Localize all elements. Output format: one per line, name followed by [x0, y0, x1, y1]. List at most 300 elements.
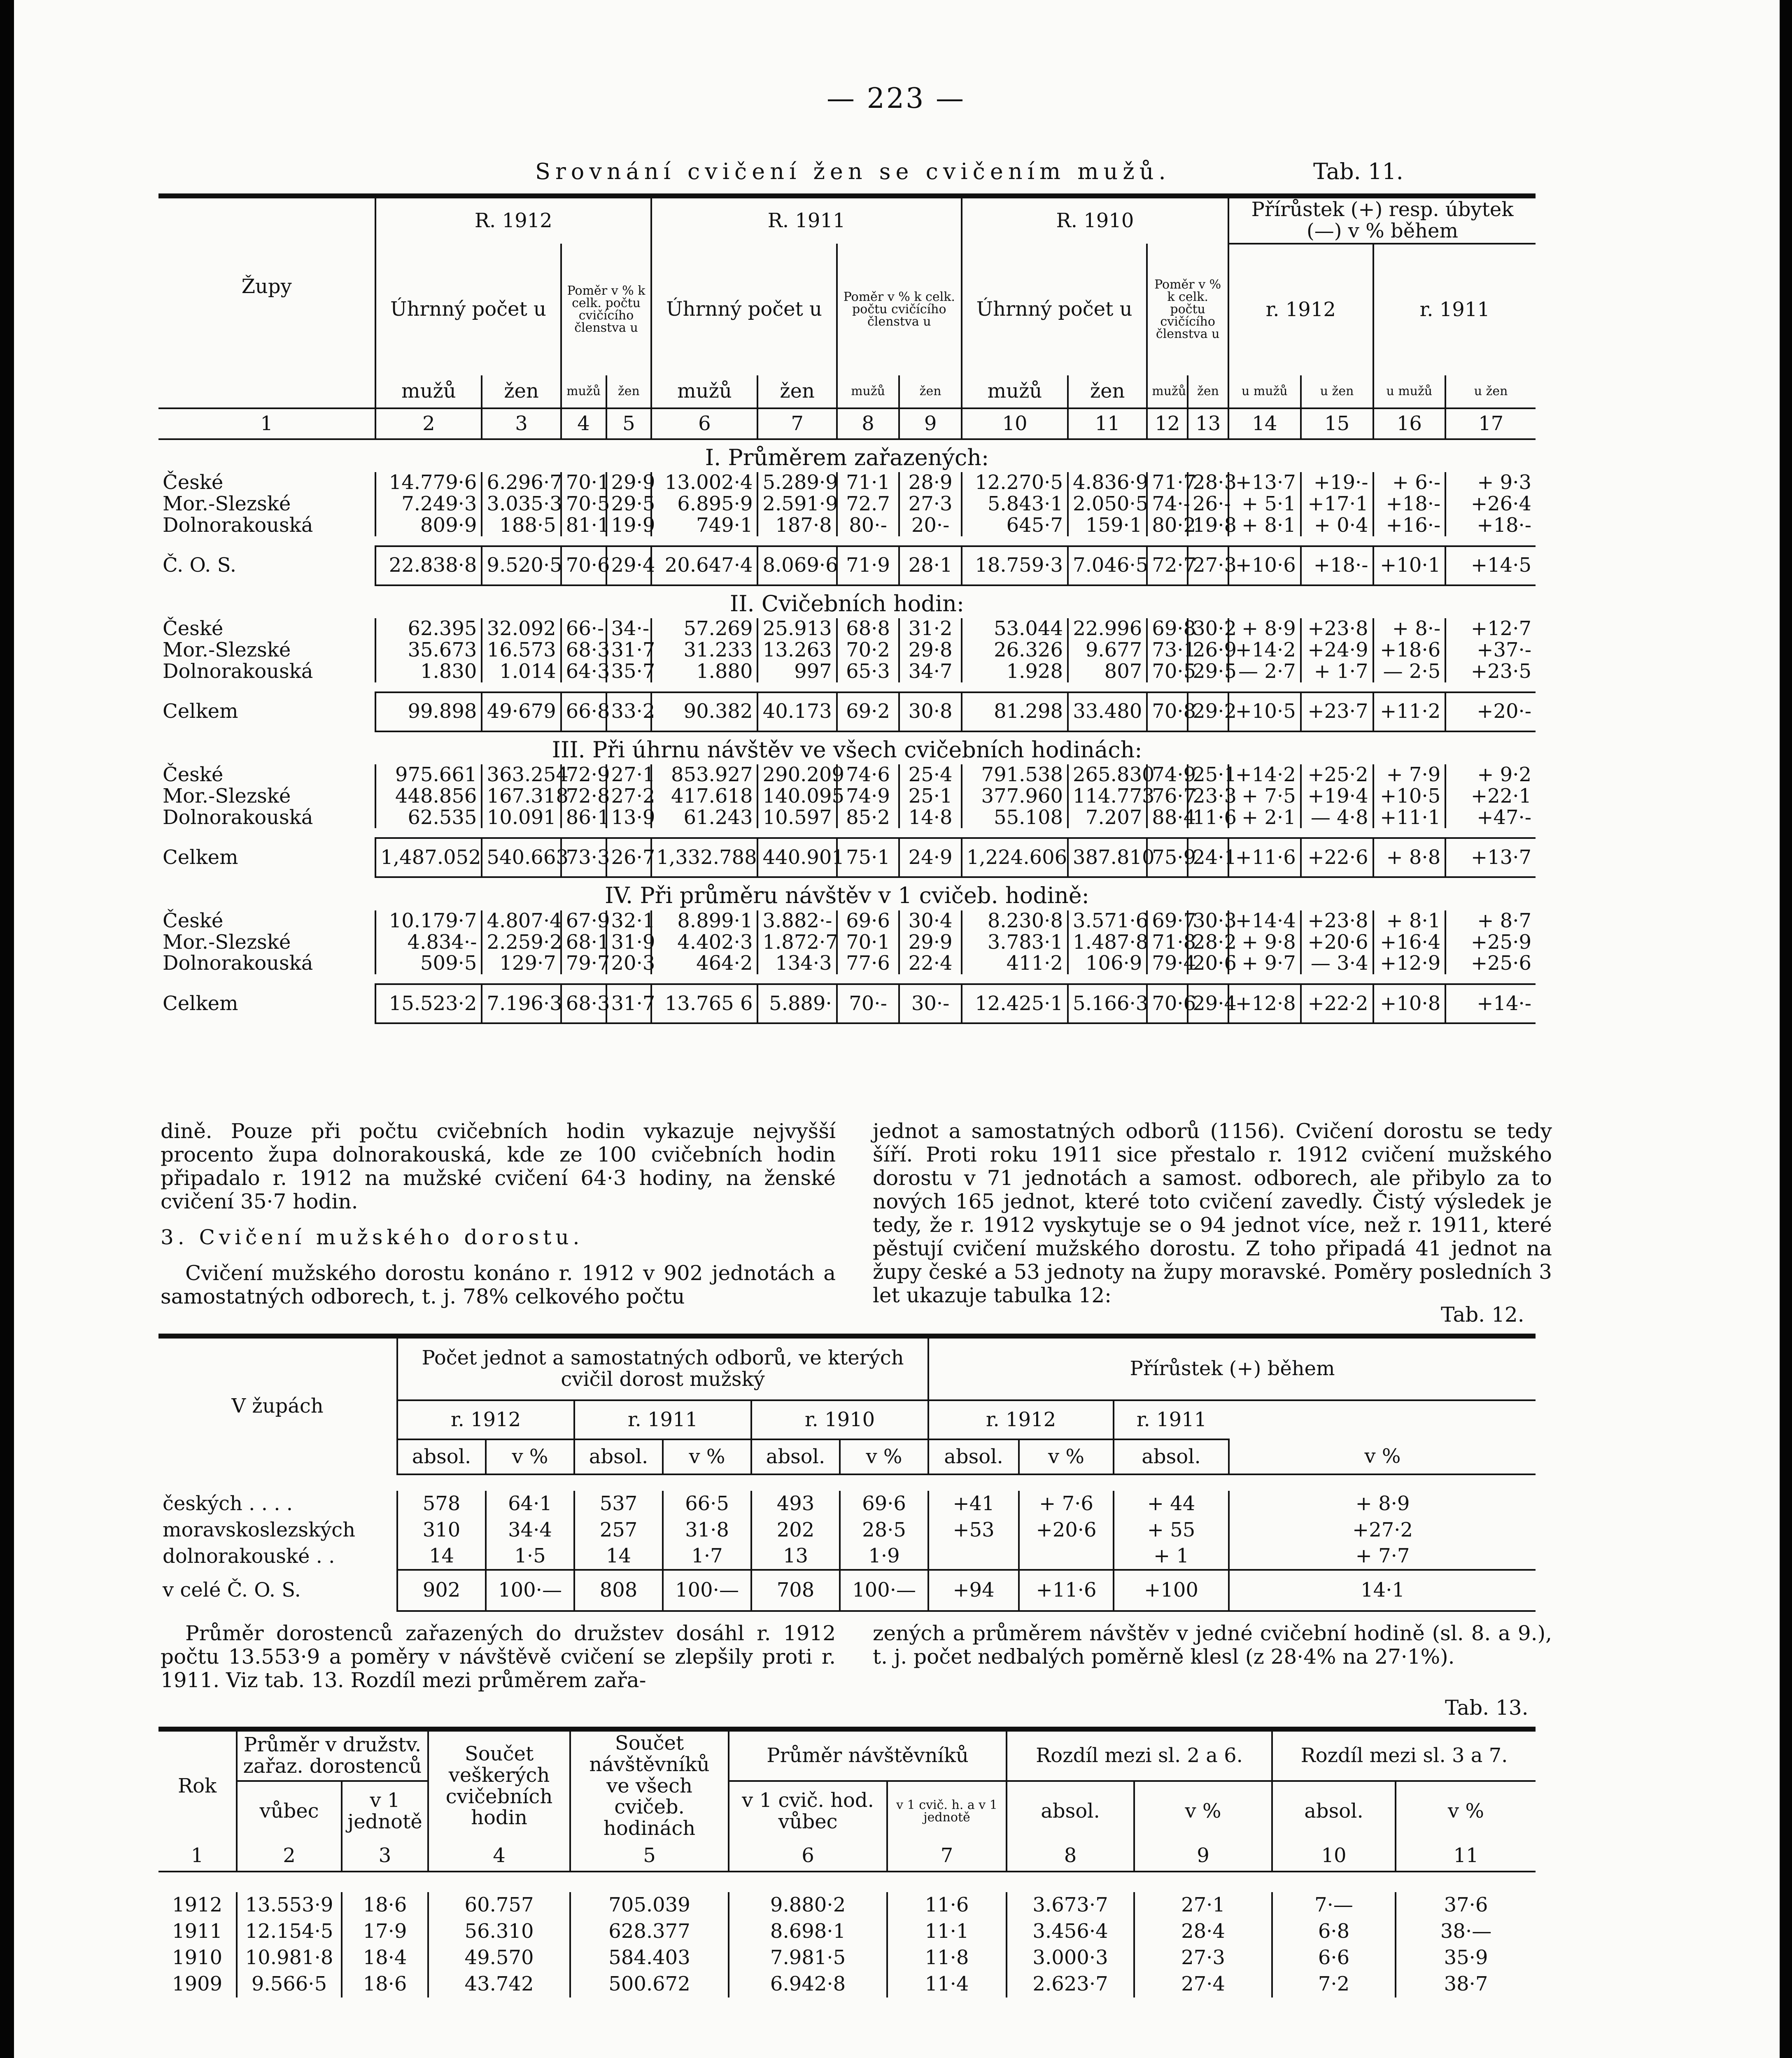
cell: 31·2 [899, 618, 962, 640]
cell: 16.573 [482, 640, 561, 661]
cell: 4.402·3 [651, 932, 757, 953]
cell: 27·4 [1134, 1971, 1272, 1997]
head-prumer-druzstev: Průměr v družstv. zařaz. dorostenců [237, 1732, 428, 1781]
cell: 17·9 [342, 1918, 428, 1945]
cell: +19·4 [1301, 786, 1373, 807]
cell: 33·2 [606, 692, 652, 731]
cell: 29·2 [1188, 692, 1228, 731]
spacer [158, 1872, 1536, 1892]
spacer-row [158, 536, 1536, 546]
cell: 2.623·7 [1007, 1971, 1134, 1997]
cell: 27·3 [899, 494, 962, 515]
cell: 28·2 [1188, 932, 1228, 953]
table-row [158, 1544, 1536, 1570]
cell: +100 [1114, 1570, 1229, 1611]
table-row [158, 764, 1536, 786]
cell: 65·3 [837, 661, 899, 682]
cell: 70·2 [837, 640, 899, 661]
cell: 26·9 [1188, 640, 1228, 661]
cell: +10·8 [1373, 984, 1446, 1023]
cell: 509·5 [375, 953, 482, 974]
cell: 10.091 [482, 807, 561, 829]
cell: 40.173 [757, 692, 837, 731]
cell: 70·5 [1147, 661, 1188, 682]
cell: 90.382 [651, 692, 757, 731]
cell: 1909 [172, 1972, 223, 1996]
column-number: 11 [1068, 408, 1147, 439]
cell: +23·8 [1301, 618, 1373, 640]
year-header: r. 1912 [397, 1400, 574, 1439]
spacer [158, 536, 1536, 546]
column-number: 2 [375, 408, 482, 439]
table-11 [158, 193, 1536, 1024]
column-number: 6 [651, 408, 757, 439]
column-number: 17 [1445, 408, 1536, 439]
table-row [158, 910, 1536, 932]
cell: +26·4 [1445, 494, 1536, 515]
head-prirustek: Přírůstek (+) během [928, 1339, 1536, 1400]
cell: +53 [928, 1517, 1019, 1544]
paragraph: Cvičení mužského dorostu konáno r. 1912 v 902 jednotách a samostatných odborech, t. j. 78% celkového počtu [161, 1261, 836, 1308]
cell: 24·1 [1188, 838, 1228, 877]
section-title-row [158, 877, 1536, 910]
cell: 448.856 [375, 786, 482, 807]
cell: 11·6 [1188, 807, 1228, 829]
cell: 9.677 [1068, 640, 1147, 661]
cell: 74·6 [837, 764, 899, 786]
head-uhrnny-1910: Úhrnný počet u [962, 244, 1147, 375]
paragraph: jednot a samostatných odborů (1156). Cvičení dorostu se tedy šíří. Proti roku 1911 sice přestalo r. 1912 cvičení mužského dorostu v 71 jednotách a samost. odborech, ale přibylo za to nových 165 jednot, které toto cvičení zavedly. Čistý výsledek je tedy, že r. 1912 vyskytuje se o 94 jednot více, než r. 1911, které pěstují cvičení mužského dorostu. Z toho připadá 41 jednot na župy české a 53 jednoty na župy moravské. Poměry posledních 3 let ukazuje tabulka 12: [873, 1119, 1552, 1307]
cell: +14·5 [1445, 546, 1536, 585]
cell: 14.779·6 [375, 472, 482, 494]
cell: 27·2 [606, 786, 652, 807]
head-zen-pct: žen [899, 375, 962, 408]
cell: 411·2 [962, 953, 1068, 974]
cell: 12.270·5 [962, 472, 1068, 494]
cell: 13.002·4 [651, 472, 757, 494]
cell: 26·- [1188, 494, 1228, 515]
cell: 6.296·7 [482, 472, 561, 494]
cell: + 7·9 [1373, 764, 1446, 786]
head-v1-hod-jednote: v 1 cvič. h. a v 1 jednotě [887, 1781, 1007, 1841]
cell: 70·- [837, 984, 899, 1023]
cell: 7.981·5 [729, 1945, 887, 1971]
cell: +25·9 [1445, 932, 1536, 953]
cell: 66·5 [663, 1491, 751, 1517]
cell: +17·1 [1301, 494, 1373, 515]
cell: 1,224.606 [962, 838, 1068, 877]
table-row [158, 1971, 1536, 1997]
head-pomer-1910: Poměr v % k celk. počtu cvičícího členstva u [1147, 244, 1228, 375]
row-name: Celkem [163, 700, 238, 723]
head-vpct: v % [1396, 1781, 1536, 1841]
cell: + 8·9 [1228, 618, 1301, 640]
cell: 377.960 [962, 786, 1068, 807]
cell: +37·- [1445, 640, 1536, 661]
cell: +23·8 [1301, 910, 1373, 932]
head-muzu-pct: mužů [837, 375, 899, 408]
cell: 37·6 [1396, 1892, 1536, 1918]
head-pomer-1911: Poměr v % k celk. počtu cvičícího členstva u [837, 244, 962, 375]
table-row [158, 618, 1536, 640]
cell: 1,487.052 [375, 838, 482, 877]
column-number: 6 [729, 1841, 887, 1872]
cell: +22·2 [1301, 984, 1373, 1023]
cell: 6·6 [1272, 1945, 1396, 1971]
cell: 5.889· [757, 984, 837, 1023]
cell: 202 [751, 1517, 840, 1544]
cell: 10.179·7 [375, 910, 482, 932]
cell: 26·7 [606, 838, 652, 877]
cell: 100·— [840, 1570, 928, 1611]
cell: 100·— [663, 1570, 751, 1611]
cell: 1.872·7 [757, 932, 837, 953]
cell: 34·4 [486, 1517, 574, 1544]
head-muzu-pct: mužů [1147, 375, 1188, 408]
col-v-zupach: V župách [231, 1395, 324, 1418]
head-vpct: v % [1134, 1781, 1272, 1841]
cell: +10·1 [1373, 546, 1446, 585]
table-row [158, 494, 1536, 515]
section-title: II. Cvičebních hodin: [729, 590, 965, 617]
cell: 387.810 [1068, 838, 1147, 877]
head-prirustek: Přírůstek (+) resp. úbytek (—) v % během [1228, 198, 1536, 244]
cell: 67·9 [561, 910, 606, 932]
cell: 1,332.788 [651, 838, 757, 877]
row-name: České [163, 617, 224, 640]
cell: 257 [574, 1517, 663, 1544]
cell: 134·3 [757, 953, 837, 974]
cell: 79·7 [561, 953, 606, 974]
cell: 25.913 [757, 618, 837, 640]
cell: +12·8 [1228, 984, 1301, 1023]
head-vubec: vůbec [237, 1781, 342, 1841]
cell: 106·9 [1068, 953, 1147, 974]
cell: 29·4 [606, 546, 652, 585]
table-row [158, 1491, 1536, 1517]
cell: +23·5 [1445, 661, 1536, 682]
cell: 5.289·9 [757, 472, 837, 494]
cell: 2.050·5 [1068, 494, 1147, 515]
cell: 808 [574, 1570, 663, 1611]
head-absol: absol. [1114, 1439, 1229, 1474]
head-pocet-jednot: Počet jednot a samostatných odborů, ve kterých cvičil dorost mužský [397, 1339, 928, 1400]
page-number: — 223 — [826, 82, 966, 115]
cell: 265.830 [1068, 764, 1147, 786]
cell: 8.230·8 [962, 910, 1068, 932]
cell: 74·- [1147, 494, 1188, 515]
row-name: České [163, 471, 224, 494]
head-vpct: v % [486, 1439, 574, 1474]
cell: 57.269 [651, 618, 757, 640]
cell: + 9·7 [1228, 953, 1301, 974]
cell: +16·4 [1373, 932, 1446, 953]
cell: +24·9 [1301, 640, 1373, 661]
cell: 31·7 [606, 640, 652, 661]
cell: + 2·1 [1228, 807, 1301, 829]
cell: 74·9 [837, 786, 899, 807]
cell: 100·— [486, 1570, 574, 1611]
cell: 81.298 [962, 692, 1068, 731]
cell: 15.523·2 [375, 984, 482, 1023]
cell: 73·3 [561, 838, 606, 877]
total-row [158, 984, 1536, 1023]
cell: 1.830 [375, 661, 482, 682]
cell: 1911 [172, 1920, 223, 1943]
cell: + 7·6 [1019, 1491, 1114, 1517]
cell: + 8·8 [1373, 838, 1446, 877]
cell: 25·1 [1188, 764, 1228, 786]
cell: 75·1 [837, 838, 899, 877]
head-muzu-pct: mužů [561, 375, 606, 408]
cell: 4.834·- [375, 932, 482, 953]
head-prumer-navstevniku: Průměr návštěvníků [729, 1732, 1007, 1781]
year-header: r. 1911 [1114, 1400, 1229, 1439]
cell: +14·- [1445, 984, 1536, 1023]
cell: 32.092 [482, 618, 561, 640]
head-vpct: v % [663, 1439, 751, 1474]
cell: 20·- [899, 515, 962, 536]
column-number: 4 [561, 408, 606, 439]
cell: — 2·5 [1373, 661, 1446, 682]
cell: 310 [397, 1517, 486, 1544]
column-number: 13 [1188, 408, 1228, 439]
cell: 29·4 [1188, 984, 1228, 1023]
cell: 66·- [561, 618, 606, 640]
table-13 [158, 1727, 1536, 1997]
cell: 5.166·3 [1068, 984, 1147, 1023]
cell: 80·2 [1147, 515, 1188, 536]
cell: 1.928 [962, 661, 1068, 682]
cell: 35·9 [1396, 1945, 1536, 1971]
table-13-label: Tab. 13. [1445, 1696, 1529, 1720]
head-uhrnny-1911: Úhrnný počet u [651, 244, 837, 375]
head-r1911-short: r. 1911 [1373, 244, 1536, 375]
cell: 708 [751, 1570, 840, 1611]
cell: 187·8 [757, 515, 837, 536]
cell: 69·6 [840, 1491, 928, 1517]
cell: 38·7 [1396, 1971, 1536, 1997]
cell: +13·7 [1228, 472, 1301, 494]
cell: 20·6 [1188, 953, 1228, 974]
cell: 11·1 [887, 1918, 1007, 1945]
cell: 1.880 [651, 661, 757, 682]
cell: + 9·2 [1445, 764, 1536, 786]
head-v1-hod-vubec: v 1 cvič. hod. vůbec [729, 1781, 887, 1841]
cell: +20·6 [1301, 932, 1373, 953]
cell: 27·1 [606, 764, 652, 786]
column-number: 10 [1272, 1841, 1396, 1872]
cell: 9.520·5 [482, 546, 561, 585]
cell: 1·5 [486, 1544, 574, 1570]
cell: 807 [1068, 661, 1147, 682]
cell: 1.487·8 [1068, 932, 1147, 953]
cell: 578 [397, 1491, 486, 1517]
cell: 13.553·9 [237, 1892, 342, 1918]
cell: + 5·1 [1228, 494, 1301, 515]
cell: 29·5 [1188, 661, 1228, 682]
cell: 25·4 [899, 764, 962, 786]
cell: +25·2 [1301, 764, 1373, 786]
total-row [158, 838, 1536, 877]
cell: +14·4 [1228, 910, 1301, 932]
cell: 71·7 [1147, 472, 1188, 494]
cell: +16·- [1373, 515, 1446, 536]
section-title-row [158, 585, 1536, 618]
head-vpct: v % [840, 1439, 928, 1474]
column-number: 15 [1301, 408, 1373, 439]
cell: 43.742 [428, 1971, 570, 1997]
cell: 440.901 [757, 838, 837, 877]
cell: +25·6 [1445, 953, 1536, 974]
cell: +20·6 [1019, 1517, 1114, 1544]
cell: + 8·1 [1228, 515, 1301, 536]
cell: 2.259·2 [482, 932, 561, 953]
row-name: Mor.-Slezské [163, 638, 291, 661]
cell: 71·8 [1147, 932, 1188, 953]
cell: 76·7 [1147, 786, 1188, 807]
cell: + 6·- [1373, 472, 1446, 494]
cell: 24·9 [899, 838, 962, 877]
head-rozdil-2-6: Rozdíl mezi sl. 2 a 6. [1007, 1732, 1272, 1781]
column-number: 2 [237, 1841, 342, 1872]
cell: 29·9 [899, 932, 962, 953]
cell: 11·4 [887, 1971, 1007, 1997]
cell: 49·679 [482, 692, 561, 731]
cell: 34·7 [899, 661, 962, 682]
cell: 363.254 [482, 764, 561, 786]
cell: + 44 [1114, 1491, 1229, 1517]
column-number: 14 [1228, 408, 1301, 439]
cell: +14·2 [1228, 764, 1301, 786]
section-heading: 3. Cvičení mužského dorostu. [161, 1225, 584, 1249]
head-u-zen: u žen [1445, 375, 1536, 408]
cell: 71·1 [837, 472, 899, 494]
row-name: Mor.-Slezské [163, 930, 291, 954]
column-number: 1 [158, 408, 375, 439]
cell: 70·1 [837, 932, 899, 953]
cell: 8.698·1 [729, 1918, 887, 1945]
cell: 14·1 [1229, 1570, 1536, 1611]
head-absol: absol. [397, 1439, 486, 1474]
row-name: Dolnorakouská [163, 952, 313, 975]
cell: +18·- [1301, 546, 1373, 585]
cell: 55.108 [962, 807, 1068, 829]
head-soucet-hodin: Součet veškerých cvičebních hodin [428, 1732, 570, 1841]
cell: 53.044 [962, 618, 1068, 640]
cell: 35·7 [606, 661, 652, 682]
cell: 68·8 [837, 618, 899, 640]
cell: 80·- [837, 515, 899, 536]
cell: 464·2 [651, 953, 757, 974]
cell: 500.672 [570, 1971, 729, 1997]
cell: 27·3 [1134, 1945, 1272, 1971]
cell: 33.480 [1068, 692, 1147, 731]
cell: 26.326 [962, 640, 1068, 661]
cell: 30·8 [899, 692, 962, 731]
cell: 853.927 [651, 764, 757, 786]
cell: 13.765 6 [651, 984, 757, 1023]
cell: 31·9 [606, 932, 652, 953]
cell: 13 [751, 1544, 840, 1570]
column-number: 7 [757, 408, 837, 439]
cell: 28·5 [840, 1517, 928, 1544]
cell: +18·- [1373, 494, 1446, 515]
table-11-label: Tab. 11. [1313, 158, 1403, 184]
cell: 19·8 [1188, 515, 1228, 536]
head-r1912: R. 1912 [375, 198, 651, 244]
cell: +12·7 [1445, 618, 1536, 640]
row-name: Mor.-Slezské [163, 784, 291, 808]
row-name: Dolnorakouská [163, 659, 313, 683]
head-v1-jednote: v 1 jednotě [342, 1781, 428, 1841]
cell: 72·7 [1147, 546, 1188, 585]
spacer [158, 828, 1536, 838]
cell: +10·6 [1228, 546, 1301, 585]
cell: 70·6 [561, 546, 606, 585]
table-row [158, 932, 1536, 953]
cell: 74·9 [1147, 764, 1188, 786]
cell: 69·8 [1147, 618, 1188, 640]
head-u-zen: u žen [1301, 375, 1373, 408]
cell: 12.425·1 [962, 984, 1068, 1023]
cell: 70·8 [1147, 692, 1188, 731]
section-title: IV. Při průměru návštěv v 1 cvičeb. hodině: [605, 882, 1089, 909]
cell: 8.069·6 [757, 546, 837, 585]
column-number: 9 [899, 408, 962, 439]
cell: 290.209 [757, 764, 837, 786]
cell: 129·7 [482, 953, 561, 974]
col-rok: Rok [177, 1774, 217, 1797]
cell: 18·4 [342, 1945, 428, 1971]
column-number: 9 [1134, 1841, 1272, 1872]
cell: 537 [574, 1491, 663, 1517]
spacer [158, 974, 1536, 984]
row-name: Dolnorakouská [163, 806, 313, 829]
cell: +11·2 [1373, 692, 1446, 731]
spacer [158, 682, 1536, 692]
cell: 6.942·8 [729, 1971, 887, 1997]
row-name: v celé Č. O. S. [163, 1578, 301, 1602]
cell: + 55 [1114, 1517, 1229, 1544]
cell: 71·9 [837, 546, 899, 585]
cell: 20.647·4 [651, 546, 757, 585]
row-name: České [163, 909, 224, 932]
head-muzu: mužů [962, 375, 1068, 408]
cell: 749·1 [651, 515, 757, 536]
cell: 25·1 [899, 786, 962, 807]
cell: +14·2 [1228, 640, 1301, 661]
column-number: 5 [606, 408, 652, 439]
cell: 9.566·5 [237, 1971, 342, 1997]
table-row [158, 953, 1536, 974]
cell: 79·4 [1147, 953, 1188, 974]
column-number: 1 [158, 1841, 237, 1872]
table-row [158, 1918, 1536, 1945]
column-number: 4 [428, 1841, 570, 1872]
cell: 62.395 [375, 618, 482, 640]
column-number: 8 [837, 408, 899, 439]
cell: 22.838·8 [375, 546, 482, 585]
cell: 6·8 [1272, 1918, 1396, 1945]
head-absol: absol. [1272, 1781, 1396, 1841]
table-12 [158, 1334, 1536, 1612]
cell: 11·8 [887, 1945, 1007, 1971]
cell: +12·9 [1373, 953, 1446, 974]
cell: 30·4 [899, 910, 962, 932]
cell: 7.196·3 [482, 984, 561, 1023]
paragraph: zených a průměrem návštěv v jedné cvičební hodině (sl. 8. a 9.), t. j. počet nedbalých poměrně klesl (z 28·4% na 27·1%). [873, 1621, 1552, 1669]
